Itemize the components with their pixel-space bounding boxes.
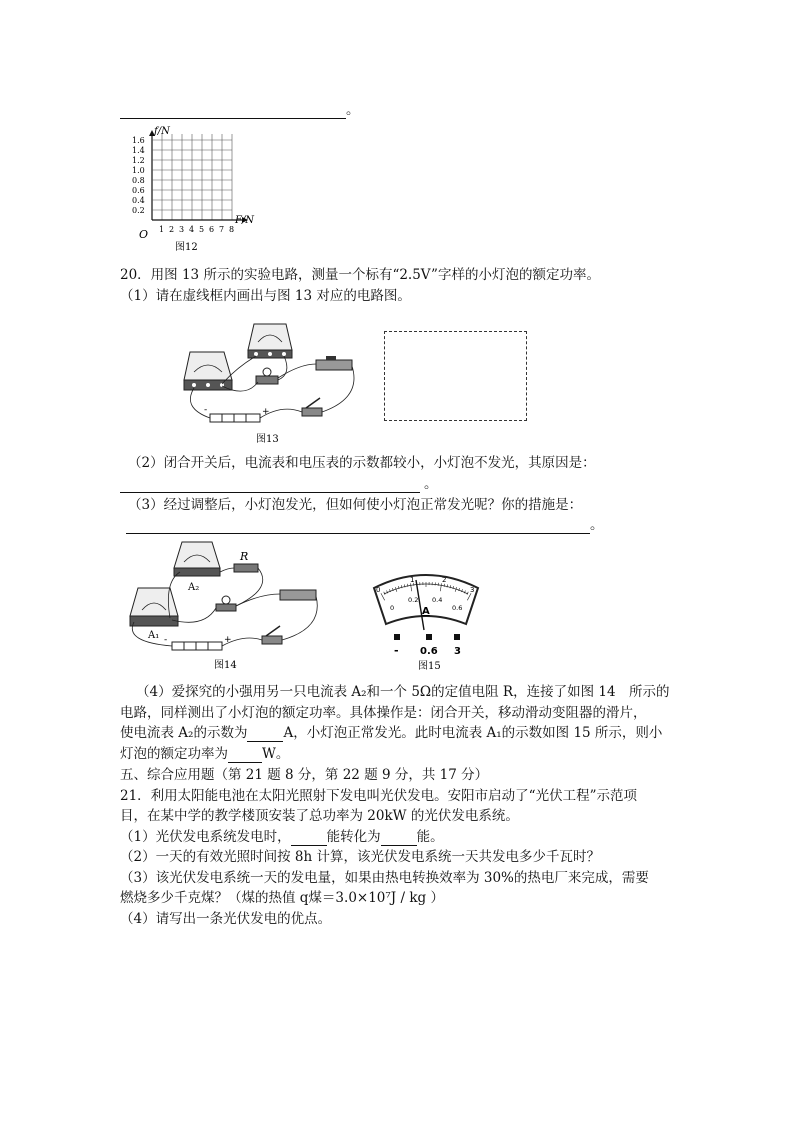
svg-text:-: -	[204, 405, 208, 415]
lower-tick-2: 0.4	[432, 596, 443, 604]
rheostat	[280, 590, 316, 600]
q20-part2-answer	[120, 475, 438, 493]
ammeter-a2	[174, 542, 220, 576]
end-mark: 。	[346, 102, 360, 118]
lower-tick-0: 0	[390, 604, 395, 612]
terminal-3: 3	[454, 646, 461, 657]
end-mark: 。	[424, 476, 438, 492]
x-tick-label: 1	[159, 225, 165, 234]
text: W。	[262, 746, 290, 762]
resistor-r	[234, 564, 258, 572]
upper-tick-3: 3	[470, 586, 475, 594]
upper-tick-0: 0	[376, 586, 381, 594]
q20-part4-line1: （4）爱探究的小强用另一只电流表 A₂和一个 5Ω的定值电阻 R，连接了如图 14 所示的	[136, 684, 670, 700]
terminal-0.6: 0.6	[420, 646, 438, 657]
blank-line	[120, 104, 346, 119]
lower-tick-1: 0.2	[408, 596, 419, 604]
y-tick-label: 1.0	[132, 166, 145, 175]
end-mark: 。	[590, 517, 604, 533]
q21-part2: （2）一天的有效光照时间按 8h 计算，该光伏发电系统一天共发电多少千瓦时？	[120, 849, 600, 865]
q21-stem-line2: 目，在某中学的教学楼顶安装了总功率为 20kW 的光伏发电系统。	[120, 808, 519, 824]
answer-blank[interactable]	[291, 831, 327, 846]
x-tick-label: 7	[219, 225, 225, 234]
answer-blank[interactable]	[126, 519, 590, 534]
terminal-neg: -	[394, 644, 399, 657]
ammeter-a1	[130, 588, 178, 626]
q20-part4-line3	[120, 724, 662, 742]
battery	[164, 635, 232, 650]
graph-grid	[132, 130, 248, 234]
x-tick-label: 6	[209, 225, 215, 234]
switch	[262, 626, 282, 644]
voltmeter	[248, 324, 292, 358]
figure-caption: 图14	[214, 660, 237, 671]
text: 能转化为	[326, 829, 381, 845]
x-tick-label: 4	[189, 225, 195, 234]
answer-blank[interactable]	[120, 478, 420, 493]
rheostat	[316, 356, 352, 370]
upper-tick-2: 2	[442, 576, 447, 584]
q20-part2: （2）闭合开关后，电流表和电压表的示数都较小，小灯泡不发光，其原因是：	[128, 455, 596, 471]
ammeter	[184, 352, 232, 390]
top-answer-line	[120, 101, 360, 119]
battery	[204, 405, 270, 422]
figure-caption: 图12	[175, 242, 198, 253]
label-r: R	[240, 550, 249, 563]
q20-part1: （1）请在虚线框内画出与图 13 对应的电路图。	[120, 288, 411, 304]
switch	[302, 398, 322, 416]
figure-caption: 图15	[418, 661, 441, 672]
answer-blank[interactable]	[381, 831, 417, 846]
svg-text:+: +	[262, 407, 270, 417]
y-tick-label: 1.6	[132, 136, 145, 145]
figure-caption: 图13	[256, 434, 279, 445]
y-tick-label: 0.4	[132, 196, 145, 205]
label-a1: A₁	[148, 630, 160, 641]
q21-part4: （4）请写出一条光伏发电的优点。	[120, 911, 332, 927]
y-tick-label: 0.6	[132, 186, 145, 195]
text: A，小灯泡正常发光。此时电流表 A₁的示数如图 15 所示，则小	[283, 725, 663, 741]
y-tick-label: 1.2	[132, 156, 145, 165]
bulb	[216, 596, 236, 611]
y-tick-label: 0.2	[132, 206, 145, 215]
x-tick-label: 2	[169, 225, 175, 234]
bulb	[256, 368, 278, 384]
q20-part3: （3）经过调整后，小灯泡发光，但如何使小灯泡正常发光呢？你的措施是：	[128, 497, 583, 513]
text: （1）光伏发电系统发电时，	[120, 829, 291, 845]
section-5-title: 五、综合应用题（第 21 题 8 分，第 22 题 9 分，共 17 分）	[120, 767, 489, 783]
y-tick-label: 1.4	[132, 146, 145, 155]
svg-text:-: -	[164, 635, 168, 645]
y-tick-label: 0.8	[132, 176, 145, 185]
q21-part3-line1: （3）该光伏发电系统一天的发电量，如果由热电转换效率为 30%的热电厂来完成，需要	[120, 870, 649, 886]
answer-blank[interactable]	[228, 748, 262, 763]
unit-label: A	[422, 606, 430, 617]
figure-13-circuit	[176, 318, 366, 448]
label-a2: A₂	[188, 582, 200, 593]
y-axis-label: f/N	[154, 126, 170, 137]
svg-text:+: +	[224, 635, 232, 645]
figure-15-ammeter-dial	[366, 568, 486, 672]
text: 使电流表 A₂的示数为	[120, 725, 248, 741]
q20-stem: 20．用图 13 所示的实验电路，测量一个标有“2.5V”字样的小灯泡的额定功率。	[120, 267, 600, 283]
q20-part4-line4	[120, 745, 289, 763]
q20-part3-answer	[126, 516, 604, 534]
figure-14-circuit	[124, 538, 324, 672]
x-tick-label: 3	[179, 225, 185, 234]
upper-tick-1: 1	[410, 576, 415, 584]
text: 灯泡的额定功率为	[120, 746, 228, 762]
answer-blank[interactable]	[247, 727, 283, 742]
lower-tick-3: 0.6	[452, 604, 463, 612]
q20-part4-line2: 电路，同样测出了小灯泡的额定功率。具体操作是：闭合开关，移动滑动变阻器的滑片，	[120, 705, 647, 721]
q21-part1	[120, 828, 444, 846]
text: 能。	[416, 829, 444, 845]
figure-12-graph	[118, 124, 258, 256]
origin-label: O	[139, 228, 149, 241]
x-tick-label: 5	[199, 225, 205, 234]
drawing-dashed-box[interactable]	[384, 331, 527, 421]
x-axis-label: F/N	[235, 215, 255, 226]
x-tick-label: 8	[229, 225, 235, 234]
q21-stem-line1: 21．利用太阳能电池在太阳光照射下发电叫光伏发电。安阳市启动了“光伏工程”示范项	[120, 788, 637, 804]
q21-part3-line2: 燃烧多少千克煤？（煤的热值 q煤＝3.0×10⁷J / kg ）	[120, 890, 444, 906]
